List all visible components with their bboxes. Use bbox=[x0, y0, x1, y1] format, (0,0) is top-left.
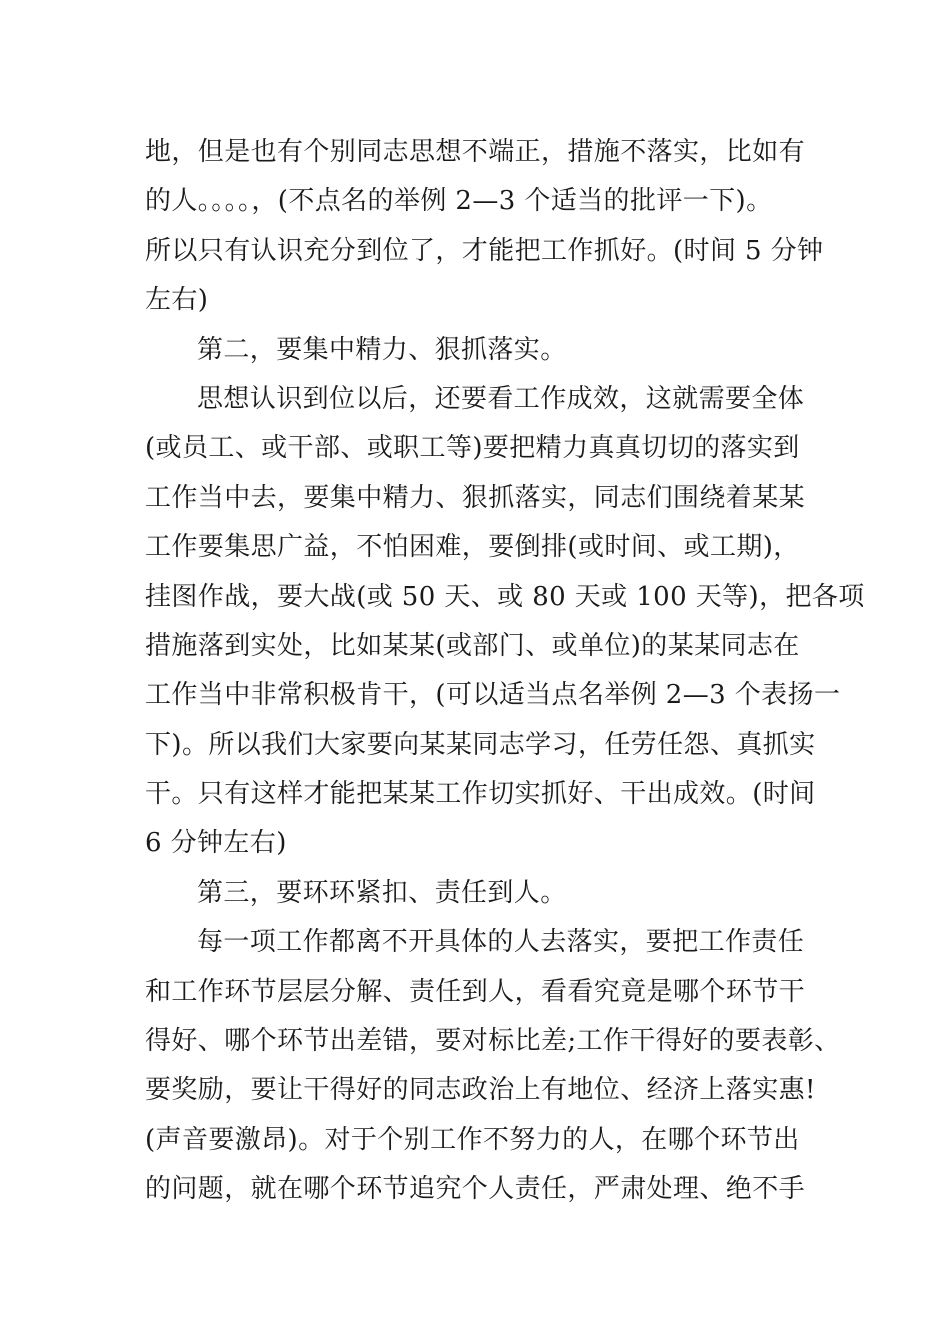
text-line: 所以只有认识充分到位了，才能把工作抓好。(时间 5 分钟 bbox=[145, 235, 824, 266]
text-line: 工作要集思广益，不怕困难，要倒排(或时间、或工期)， bbox=[145, 532, 800, 563]
text-line: 工作当中去，要集中精力、狠抓落实，同志们围绕着某某 bbox=[145, 482, 806, 513]
text-line: 每一项工作都离不开具体的人去落实，要把工作责任 bbox=[197, 927, 805, 958]
text-line: (声音要激昂)。对于个别工作不努力的人，在哪个环节出 bbox=[145, 1124, 800, 1155]
text-line: (或员工、或干部、或职工等)要把精力真真切切的落实到 bbox=[145, 433, 800, 464]
body-text bbox=[145, 128, 865, 1215]
text-line: 措施落到实处，比如某某(或部门、或单位)的某某同志在 bbox=[145, 630, 800, 661]
section-heading-third: 第三，要环环紧扣、责任到人。 bbox=[197, 877, 567, 908]
text-line: 的问题，就在哪个环节追究个人责任，严肃处理、绝不手 bbox=[145, 1174, 806, 1205]
text-line: 工作当中非常积极肯干，(可以适当点名举例 2—3 个表扬一 bbox=[145, 680, 841, 711]
text-line: 6 分钟左右) bbox=[145, 828, 287, 859]
text-line: 的人。。。。，(不点名的举例 2—3 个适当的批评一下)。 bbox=[145, 186, 773, 217]
text-line: 和工作环节层层分解、责任到人，看看究竟是哪个环节干 bbox=[145, 976, 806, 1007]
text-line: 思想认识到位以后，还要看工作成效，这就需要全体 bbox=[197, 383, 805, 414]
text-line: 下)。所以我们大家要向某某同志学习，任劳任怨、真抓实 bbox=[145, 729, 816, 760]
text-line: 挂图作战，要大战(或 50 天、或 80 天或 100 天等)，把各项 bbox=[145, 581, 865, 612]
text-line: 左右) bbox=[145, 285, 209, 316]
text-line: 得好、哪个环节出差错，要对标比差;工作干得好的要表彰、 bbox=[145, 1026, 841, 1057]
text-line: 地，但是也有个别同志思想不端正，措施不落实，比如有 bbox=[145, 137, 806, 167]
text-line: 干。只有这样才能把某某工作切实抓好、干出成效。(时间 bbox=[145, 779, 816, 810]
section-heading-second: 第二，要集中精力、狠抓落实。 bbox=[197, 334, 567, 365]
text-line: 要奖励，要让干得好的同志政治上有地位、经济上落实惠! bbox=[145, 1075, 816, 1106]
